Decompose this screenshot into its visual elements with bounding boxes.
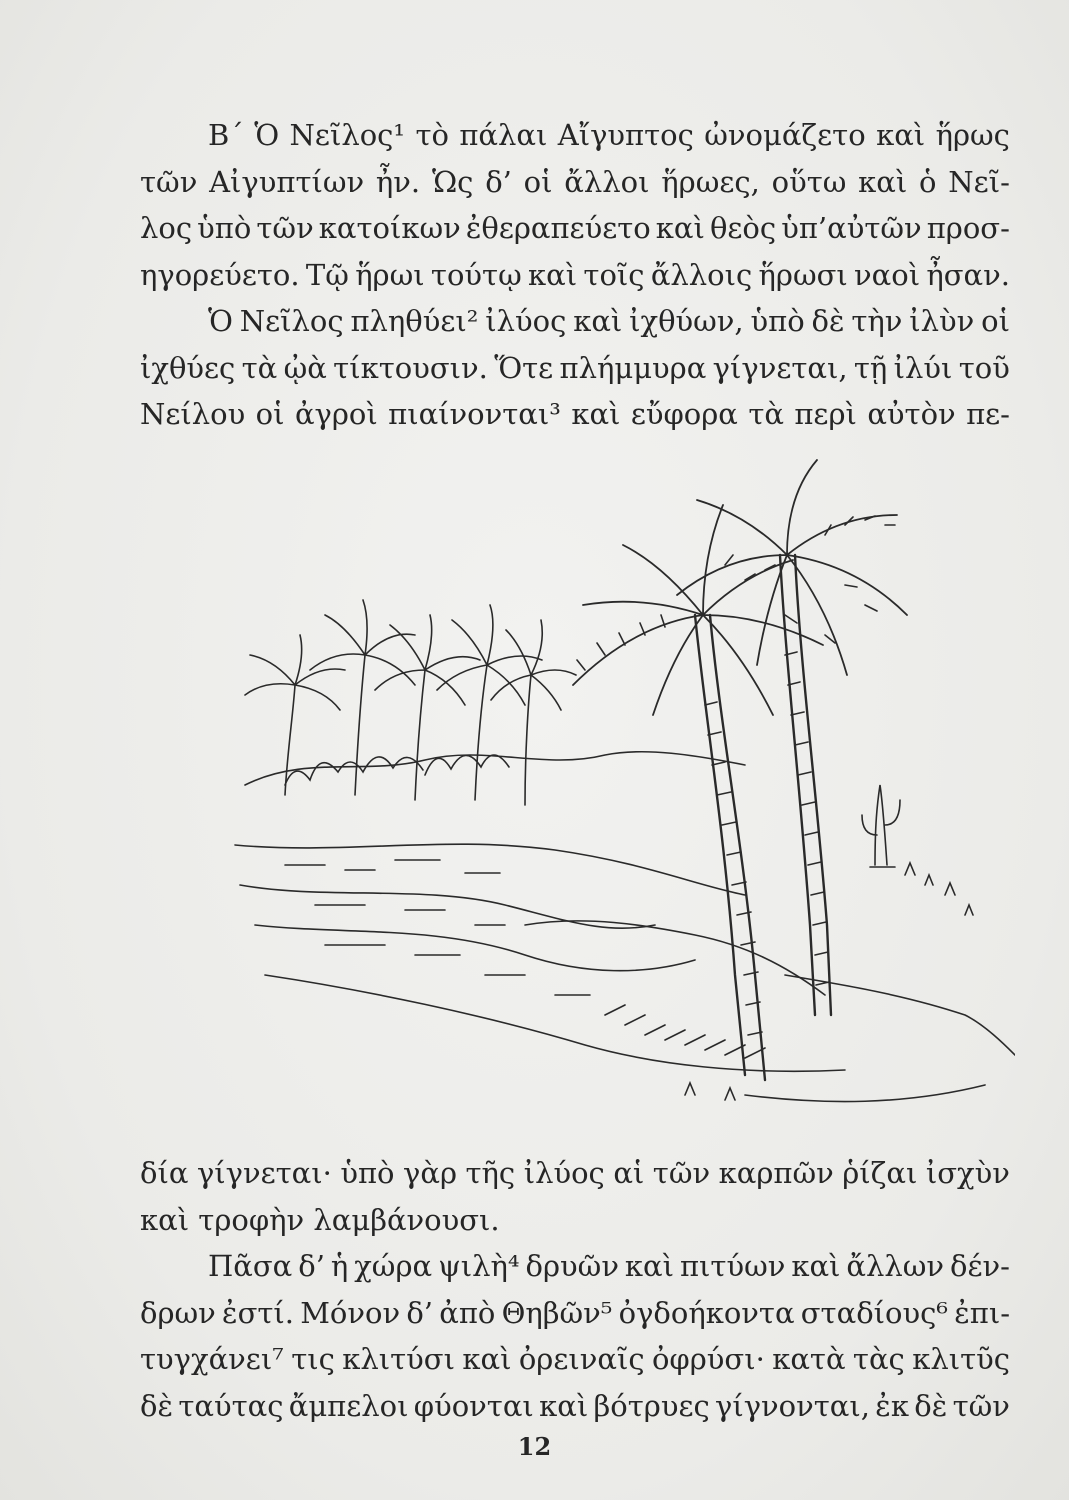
page-number: 12: [517, 1432, 552, 1461]
text-line: δρων ἐστί. Μόνον δ’ ἀπὸ Θηβῶν⁵ ὀγδοήκοντα σταδίους⁶ ἐπι-: [140, 1295, 1010, 1330]
palm-oasis-illustration: [225, 455, 1015, 1125]
text-line: δία γίγνεται· ὑπὸ γὰρ τῆς ἰλύος αἱ τῶν καρπῶν ῥίζαι ἰσχὺν: [140, 1156, 1010, 1190]
text-line: ηγορεύετο. Τῷ ἥρωι τούτῳ καὶ τοῖς ἄλλοις ἥρωσι ναοὶ ἦσαν.: [140, 257, 1010, 292]
text-line: Β΄ Ὁ Νεῖλος¹ τὸ πάλαι Αἴγυπτος ὠνομάζετο καὶ ἥρως: [208, 118, 1010, 152]
bottom-text-block: [140, 1150, 1010, 1429]
top-text-block: [140, 112, 1010, 438]
text-line: τυγχάνει⁷ τις κλιτύσι καὶ ὀρειναῖς ὀφρύσι· κατὰ τὰς κλιτῦς: [140, 1342, 1010, 1376]
text-line: λος ὑπὸ τῶν κατοίκων ἐθεραπεύετο καὶ θεὸς ὑπ’αὐτῶν προσ-: [140, 211, 1010, 245]
text-line: καὶ τροφὴν λαμβάνουσι.: [140, 1202, 500, 1237]
text-line: τῶν Αἰγυπτίων ἦν. Ὡς δ’ οἱ ἄλλοι ἥρωες, οὕτω καὶ ὁ Νεῖ-: [140, 164, 1010, 199]
text-line: Πᾶσα δ’ ἡ χώρα ψιλὴ⁴ δρυῶν καὶ πιτύων καὶ ἄλλων δέν-: [208, 1249, 1010, 1283]
text-line: Ὁ Νεῖλος πληθύει² ἰλύος καὶ ἰχθύων, ὑπὸ δὲ τὴν ἰλὺν οἱ: [208, 304, 1010, 338]
text-line: δὲ ταύτας ἄμπελοι φύονται καὶ βότρυες γίγνονται, ἐκ δὲ τῶν: [140, 1388, 1010, 1423]
text-line: Νείλου οἱ ἀγροὶ πιαίνονται³ καὶ εὔφορα τὰ περὶ αὐτὸν πε-: [140, 397, 1010, 431]
text-line: ἰχθύες τὰ ᾠὰ τίκτουσιν. Ὅτε πλήμμυρα γίγνεται, τῇ ἰλύι τοῦ: [140, 350, 1010, 385]
